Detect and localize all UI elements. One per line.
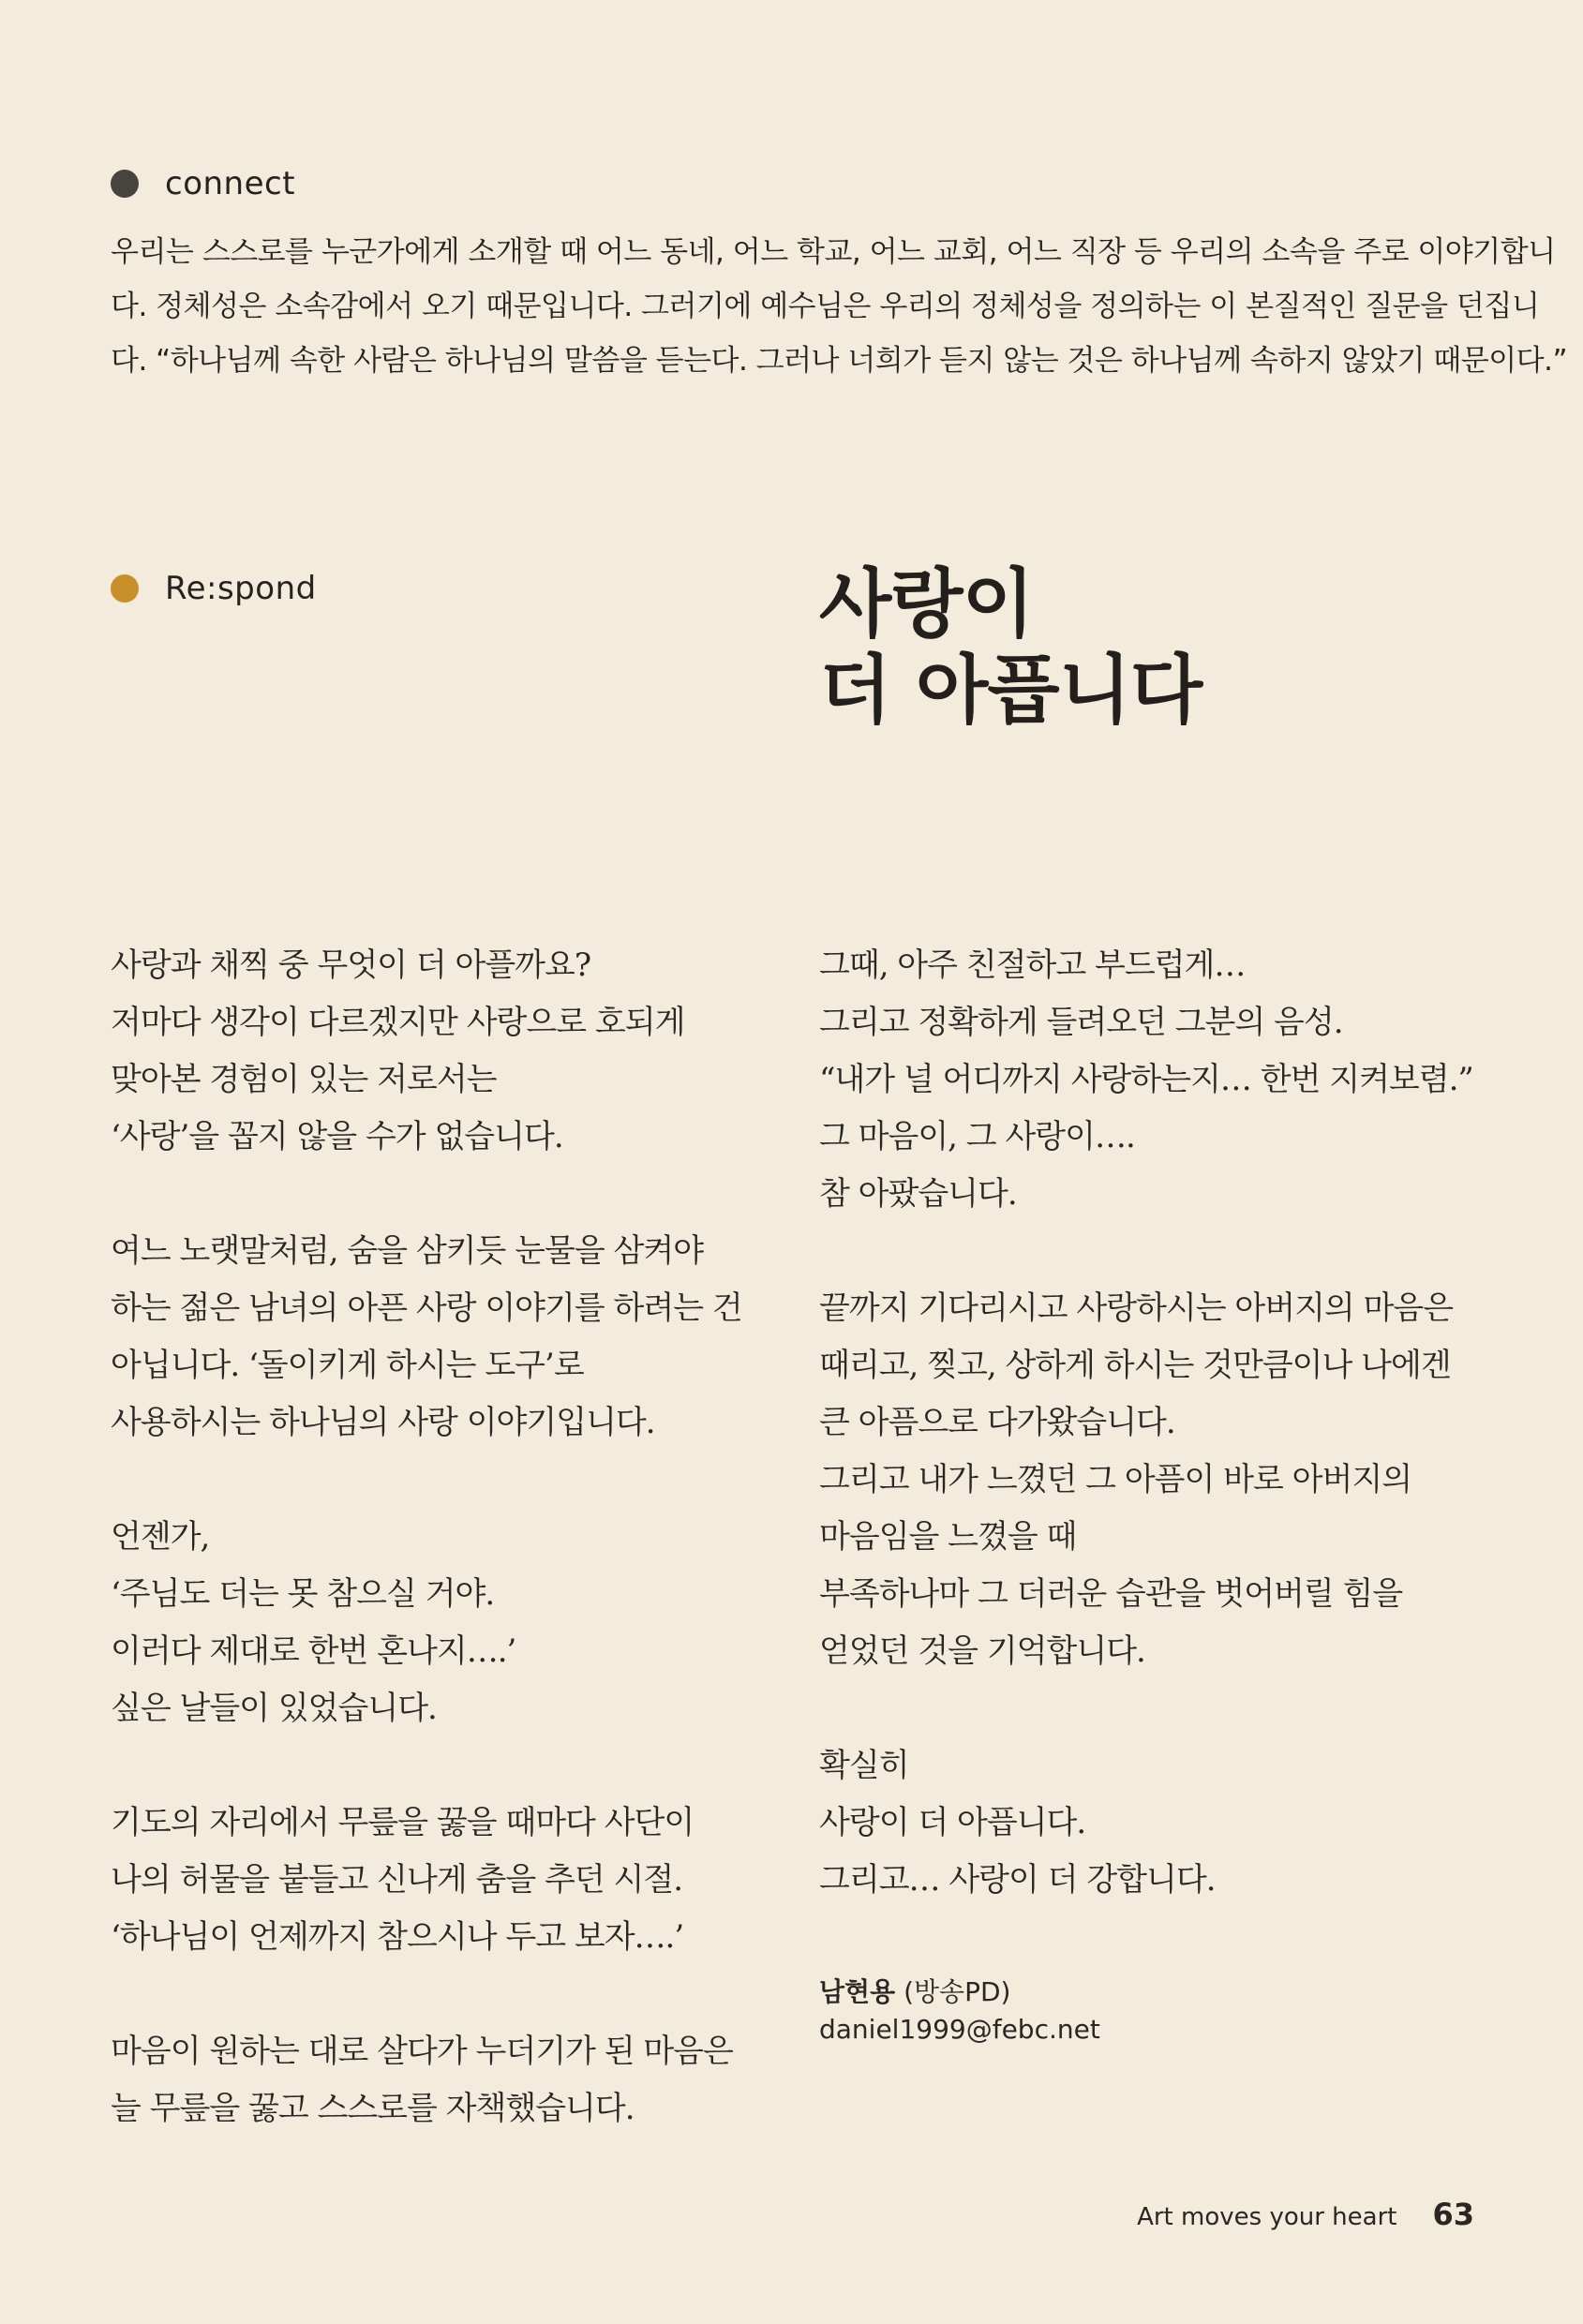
title-line-1: 사랑이 [819,559,1034,648]
connect-section-header [111,165,295,202]
text-line: 하는 젊은 남녀의 아픈 사랑 이야기를 하려는 건 [111,1289,742,1327]
text-line: ‘주님도 더는 못 참으실 거야. [111,1575,495,1613]
text-line: 기도의 자리에서 무릎을 꿇을 때마다 사단이 [111,1804,694,1841]
right-text-column [819,937,1494,1966]
page-number: 63 [1432,2197,1474,2232]
text-line: 싶은 날들이 있었습니다. [111,1690,437,1727]
text-line: 그리고 내가 느꼈던 그 아픔이 바로 아버지의 [819,1461,1412,1498]
text-line: 얻었던 것을 기억합니다. [819,1632,1145,1670]
paragraph [819,1280,1494,1680]
text-line: 사랑이 더 아픕니다. [819,1804,1086,1841]
left-text-column [111,937,785,2195]
article-title [819,560,1202,733]
text-line: 늘 무릎을 꿇고 스스로를 자책했습니다. [111,2090,635,2127]
text-line: 마음이 원하는 대로 살다가 누더기가 된 마음은 [111,2033,733,2070]
footer-tagline: Art moves your heart [1137,2203,1397,2231]
connect-label: connect [165,165,296,202]
text-line: “내가 널 어디까지 사랑하는지… 한번 지켜보렴.” [819,1061,1473,1098]
text-line: 그 마음이, 그 사랑이…. [819,1118,1135,1155]
connect-text-line: 우리는 스스로를 누군가에게 소개할 때 어느 동네, 어느 학교, 어느 교회, 어느 직장 등 우리의 소속을 주로 이야기합니 [111,235,1556,269]
text-line: 확실히 [819,1747,909,1784]
author-byline [819,1974,1100,2048]
paragraph [111,1223,785,1452]
connect-text-line: 다. “하나님께 속한 사람은 하나님의 말씀을 듣는다. 그러나 너희가 듣지 않는 것은 하나님께 속하지 않았기 때문이다.” [111,344,1568,378]
text-line: 그때, 아주 친절하고 부드럽게… [819,946,1246,984]
connect-bullet-dot [111,170,139,198]
text-line: 사용하시는 하나님의 사랑 이야기입니다. [111,1404,655,1441]
text-line: 끝까지 기다리시고 사랑하시는 아버지의 마음은 [819,1289,1454,1327]
text-line: 맞아본 경험이 있는 저로서는 [111,1061,497,1098]
text-line: 때리고, 찢고, 상하게 하시는 것만큼이나 나에겐 [819,1347,1451,1384]
text-line: 참 아팠습니다. [819,1175,1017,1213]
connect-text-line: 다. 정체성은 소속감에서 오기 때문입니다. 그러기에 예수님은 우리의 정체성을 정의하는 이 본질적인 질문을 던집니 [111,290,1540,323]
text-line: 아닙니다. ‘돌이키게 하시는 도구’로 [111,1347,584,1384]
paragraph [819,1737,1494,1909]
text-line: 마음임을 느꼈을 때 [819,1518,1077,1556]
text-line: ‘사랑’을 꼽지 않을 수가 없습니다. [111,1118,563,1155]
respond-bullet-dot [111,574,139,603]
author-role: (방송PD) [904,1976,1011,2007]
text-line: ‘하나님이 언제까지 참으시나 두고 보자….’ [111,1918,684,1956]
author-email: daniel1999@febc.net [819,2014,1100,2045]
respond-label: Re:spond [165,570,317,607]
connect-paragraph [111,225,1568,388]
text-line: 여느 노랫말처럼, 숨을 삼키듯 눈물을 삼켜야 [111,1232,704,1270]
paragraph [111,937,785,1166]
title-line-2: 더 아픕니다 [819,646,1202,734]
paragraph [111,1795,785,1966]
text-line: 저마다 생각이 다르겠지만 사랑으로 호되게 [111,1004,685,1041]
paragraph [819,937,1494,1223]
text-line: 큰 아픔으로 다가왔습니다. [819,1404,1175,1441]
text-line: 그리고 정확하게 들려오던 그분의 음성. [819,1004,1343,1041]
text-line: 부족하나마 그 더러운 습관을 벗어버릴 힘을 [819,1575,1403,1613]
paragraph [111,1509,785,1737]
text-line: 언젠가, [111,1518,210,1556]
respond-section-header [111,570,317,607]
text-line: 나의 허물을 붙들고 신나게 춤을 추던 시절. [111,1861,682,1899]
page-footer [1137,2197,1474,2232]
text-line: 그리고… 사랑이 더 강합니다. [819,1861,1216,1899]
text-line: 사랑과 채찍 중 무엇이 더 아플까요? [111,946,591,984]
paragraph [111,2023,785,2138]
text-line: 이러다 제대로 한번 혼나지….’ [111,1632,516,1670]
author-name: 남현용 [819,1976,896,2007]
